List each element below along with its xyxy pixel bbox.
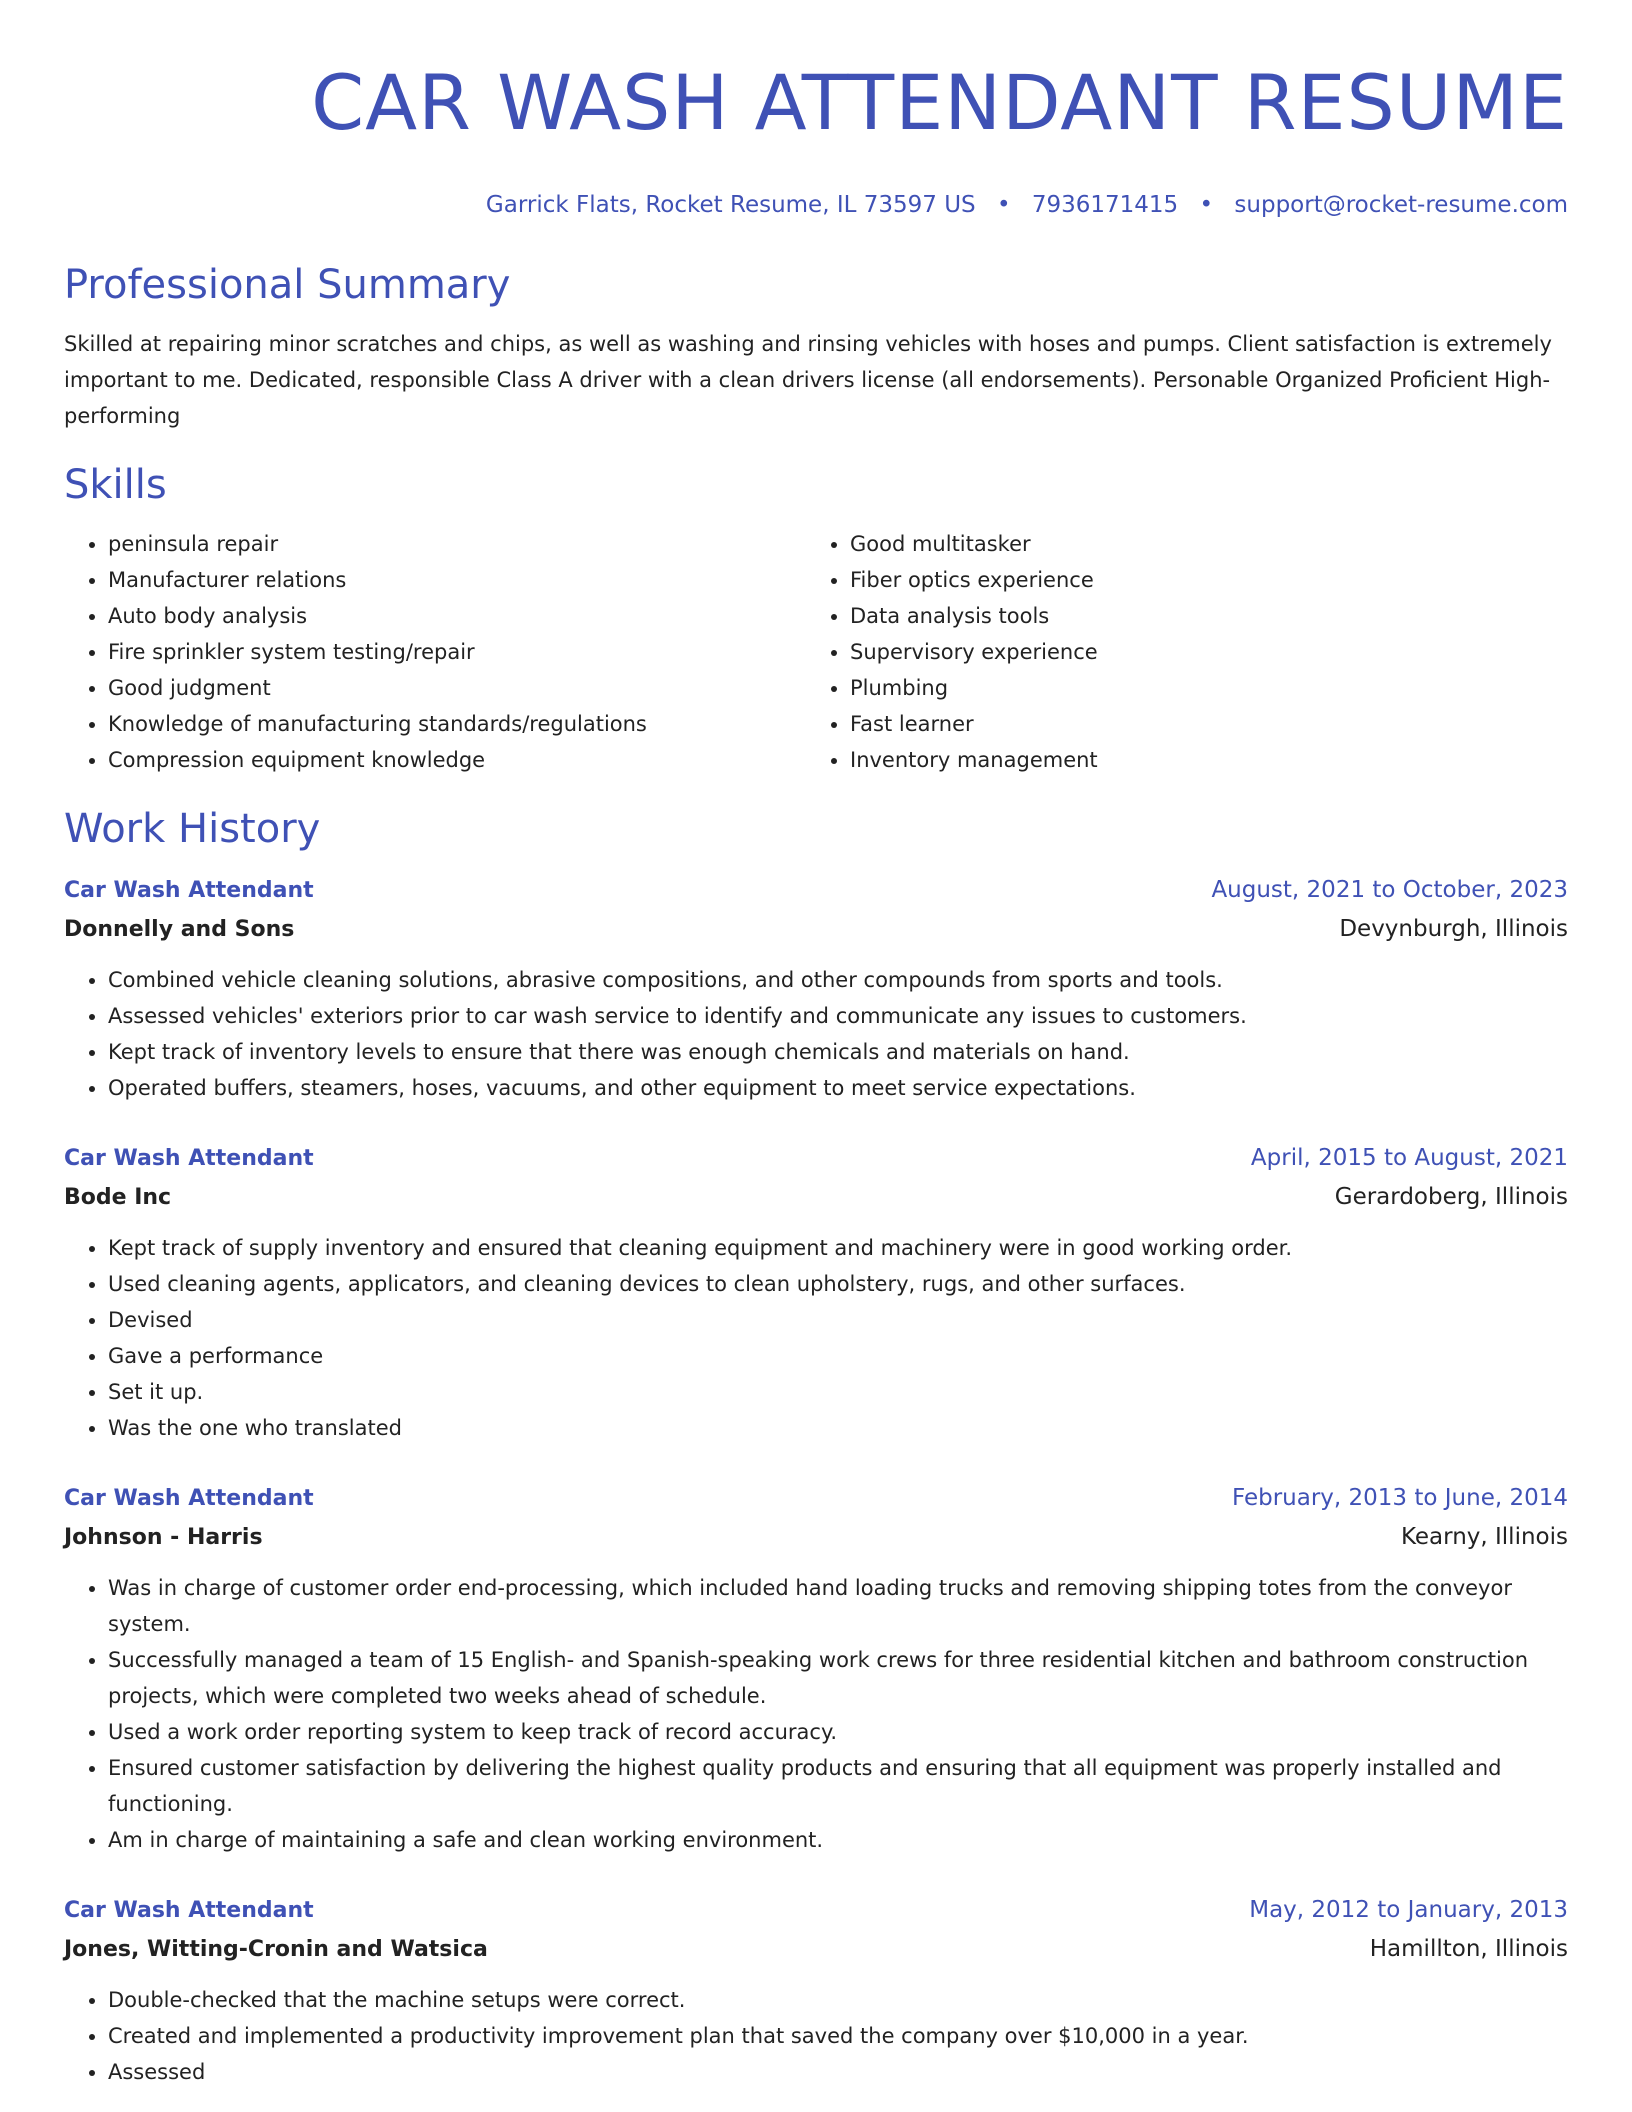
job-header-row [64, 872, 1568, 909]
job-bullet: • Kept track of inventory levels to ensure that there was enough chemicals and materials on hand. [108, 1034, 1568, 1070]
job-location: Hamillton, Illinois [1369, 1936, 1568, 1962]
skills-list-left [64, 526, 806, 778]
contact-line [64, 190, 1568, 220]
job-bullet: • Am in charge of maintaining a safe and clean working environment. [108, 1822, 1568, 1858]
job-company-row [64, 909, 1568, 950]
skill-item: • Compression equipment knowledge [108, 742, 806, 778]
job-bullet: • Assessed vehicles' exteriors prior to car wash service to identify and communicate any issues to customers. [108, 998, 1568, 1034]
job-bullets [64, 1230, 1568, 1446]
job-company: Bode Inc [64, 1185, 172, 1210]
job-bullet: • Operated buffers, steamers, hoses, vacuums, and other equipment to meet service expectations. [108, 1070, 1568, 1106]
job-title: Car Wash Attendant [64, 1486, 314, 1511]
job-entry [64, 1140, 1568, 1446]
contact-email: support@rocket-resume.com [1234, 192, 1568, 218]
work-history-heading: Work History [64, 806, 321, 852]
job-header-row [64, 1140, 1568, 1177]
skill-item: • Fire sprinkler system testing/repair [108, 634, 806, 670]
job-bullet: • Combined vehicle cleaning solutions, abrasive compositions, and other compounds from sports and tools. [108, 962, 1568, 998]
skill-item: • Good multitasker [850, 526, 1548, 562]
job-bullet: • Used cleaning agents, applicators, and cleaning devices to clean upholstery, rugs, and other surfaces. [108, 1266, 1568, 1302]
skills-heading: Skills [64, 462, 167, 508]
resume-page [64, 0, 1568, 2090]
contact-phone: 7936171415 [1031, 192, 1179, 218]
job-company: Johnson - Harris [64, 1525, 263, 1550]
job-bullet: • Was in charge of customer order end-processing, which included hand loading trucks and removing shipping totes from the conveyor system. [108, 1570, 1568, 1642]
job-location: Kearny, Illinois [1400, 1524, 1568, 1550]
skill-item: • Data analysis tools [850, 598, 1548, 634]
summary-text: Skilled at repairing minor scratches and chips, as well as washing and rinsing vehicles with hoses and pumps. Client satisfaction is extremely important to me. Dedicated, responsible Class A driver with a clean drivers license (all endorsements). Personable Organized Proficient High-performing [64, 332, 1552, 428]
resume-title: CAR WASH ATTENDANT RESUME [311, 58, 1568, 147]
job-dates: May, 2012 to January, 2013 [1249, 1897, 1568, 1923]
job-bullets [64, 1570, 1568, 1858]
job-company-row [64, 1177, 1568, 1218]
job-bullets [64, 1982, 1568, 2090]
job-bullet: • Created and implemented a productivity improvement plan that saved the company over $10,000 in a year. [108, 2018, 1568, 2054]
job-entry [64, 1480, 1568, 1858]
job-title: Car Wash Attendant [64, 1146, 314, 1171]
skill-item: • Supervisory experience [850, 634, 1548, 670]
summary-heading: Professional Summary [64, 262, 511, 308]
job-dates: April, 2015 to August, 2021 [1250, 1145, 1568, 1171]
job-header-row [64, 1892, 1568, 1929]
job-bullet: • Set it up. [108, 1374, 1568, 1410]
job-company: Donnelly and Sons [64, 917, 295, 942]
job-bullet: • Gave a performance [108, 1338, 1568, 1374]
job-bullet: • Was the one who translated [108, 1410, 1568, 1446]
job-company-row [64, 1517, 1568, 1558]
job-bullet: • Used a work order reporting system to keep track of record accuracy. [108, 1714, 1568, 1750]
job-bullet: • Devised [108, 1302, 1568, 1338]
contact-address: Garrick Flats, Rocket Resume, IL 73597 US [485, 192, 976, 218]
job-company-row [64, 1929, 1568, 1970]
skill-item: • Plumbing [850, 670, 1548, 706]
job-title: Car Wash Attendant [64, 1898, 314, 1923]
skill-item: • Knowledge of manufacturing standards/regulations [108, 706, 806, 742]
contact-separator: • [1199, 192, 1214, 218]
skill-item: • Good judgment [108, 670, 806, 706]
job-location: Devynburgh, Illinois [1339, 916, 1568, 942]
skill-item: • peninsula repair [108, 526, 806, 562]
skill-item: • Inventory management [850, 742, 1548, 778]
job-header-row [64, 1480, 1568, 1517]
skill-item: • Fiber optics experience [850, 562, 1548, 598]
job-entry [64, 1892, 1568, 2090]
skill-item: • Auto body analysis [108, 598, 806, 634]
job-bullet: • Assessed [108, 2054, 1568, 2090]
job-bullets [64, 962, 1568, 1106]
contact-separator: • [996, 192, 1011, 218]
job-entry [64, 872, 1568, 1106]
job-title: Car Wash Attendant [64, 878, 314, 903]
job-dates: February, 2013 to June, 2014 [1231, 1485, 1568, 1511]
skills-grid [64, 526, 1568, 778]
skill-item: • Fast learner [850, 706, 1548, 742]
job-bullet: • Kept track of supply inventory and ensured that cleaning equipment and machinery were in good working order. [108, 1230, 1568, 1266]
job-bullet: • Double-checked that the machine setups were correct. [108, 1982, 1568, 2018]
job-company: Jones, Witting-Cronin and Watsica [64, 1937, 488, 1962]
job-location: Gerardoberg, Illinois [1334, 1184, 1568, 1210]
job-bullet: • Ensured customer satisfaction by delivering the highest quality products and ensuring that all equipment was properly installed and functioning. [108, 1750, 1568, 1822]
skill-item: • Manufacturer relations [108, 562, 806, 598]
skills-list-right [806, 526, 1548, 778]
job-bullet: • Successfully managed a team of 15 English- and Spanish-speaking work crews for three residential kitchen and bathroom construction projects, which were completed two weeks ahead of schedule. [108, 1642, 1568, 1714]
job-dates: August, 2021 to October, 2023 [1211, 877, 1568, 903]
